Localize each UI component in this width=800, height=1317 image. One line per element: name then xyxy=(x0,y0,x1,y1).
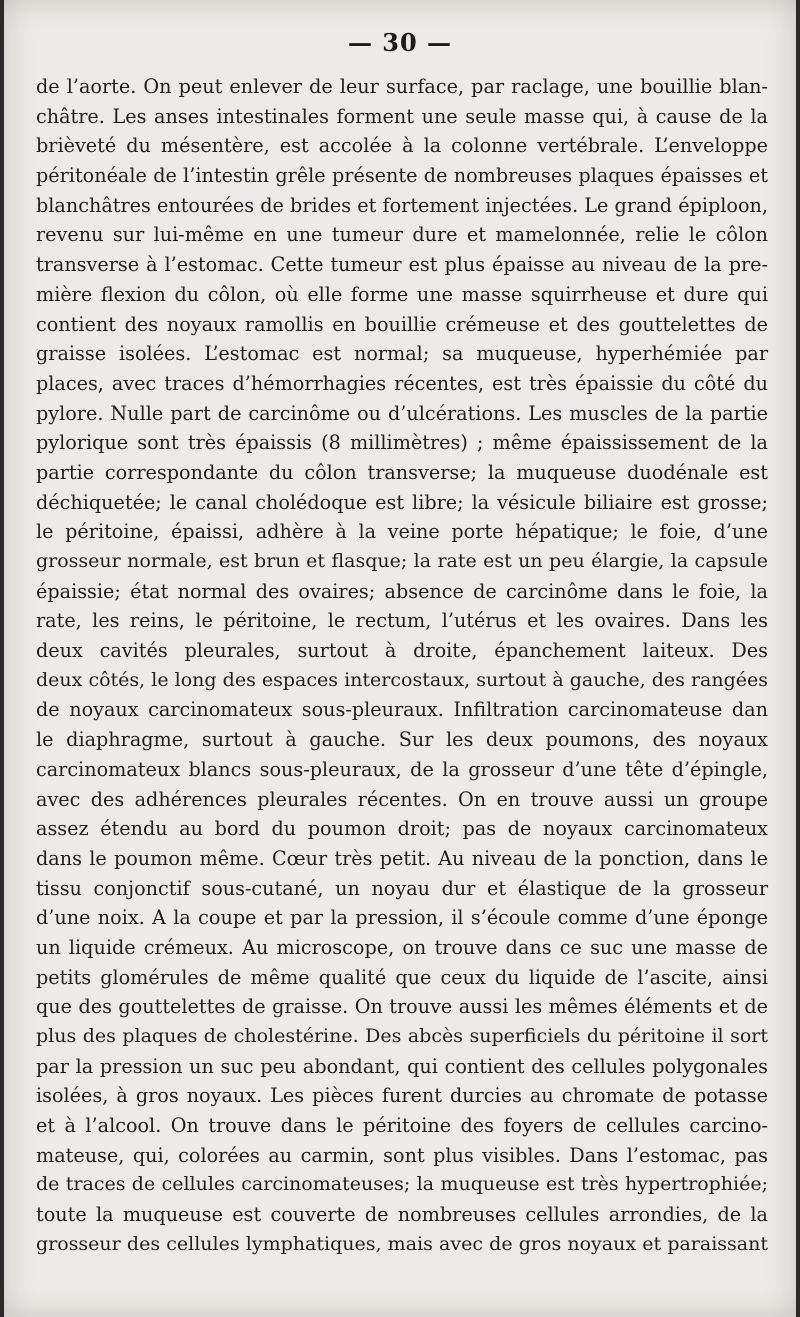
text-line: de traces de cellules carcinomateuses; la muqueuse est très hypertrophiée; xyxy=(36,1173,768,1196)
text-line: grosseur normale, est brun et flasque; la rate est un peu élargie, la capsule xyxy=(36,550,768,572)
text-line: dans le poumon même. Cœur très petit. Au niveau de la ponction, dans le xyxy=(36,846,768,870)
text-line: que des gouttelettes de graisse. On trouve aussi les mêmes éléments et de xyxy=(36,995,768,1019)
text-line: isolées, à gros noyaux. Les pièces furent durcies au chromate de potasse xyxy=(36,1084,768,1108)
text-line: toute la muqueuse est couverte de nombreuses cellules arrondies, de la xyxy=(36,1203,768,1227)
body-text xyxy=(36,72,768,1260)
text-line: mière flexion du côlon, où elle forme une masse squirrheuse et dure qui xyxy=(36,282,768,306)
text-line: partie correspondante du côlon transverse; la muqueuse duodénale est xyxy=(36,460,768,484)
text-line: assez étendu au bord du poumon droit; pas de noyaux carcinomateux xyxy=(36,817,768,841)
text-line: petits glomérules de même qualité que ceux du liquide de l’ascite, ainsi xyxy=(36,965,768,989)
text-line: pylore. Nulle part de carcinôme ou d’ulcérations. Les muscles de la partie xyxy=(36,401,768,425)
text-line: revenu sur lui-même en une tumeur dure et mamelonnée, relie le côlon xyxy=(36,223,768,247)
text-line: par la pression un suc peu abondant, qui contient des cellules polygonales xyxy=(36,1054,768,1078)
text-line: le diaphragme, surtout à gauche. Sur les deux poumons, des noyaux xyxy=(36,728,768,752)
text-line: pylorique sont très épaissis (8 millimètres) ; même épaississement de la xyxy=(36,431,768,455)
text-line: d’une noix. A la coupe et par la pression, il s’écoule comme d’une éponge xyxy=(36,906,768,930)
text-line: déchiquetée; le canal cholédoque est libre; la vésicule biliaire est grosse; xyxy=(36,490,768,514)
text-line: graisse isolées. L’estomac est normal; sa muqueuse, hyperhémiée par xyxy=(36,342,768,366)
text-line: carcinomateux blancs sous-pleuraux, de la grosseur d’une tête d’épingle, xyxy=(36,757,768,781)
text-line: plus des plaques de cholestérine. Des abcès superficiels du péritoine il sort xyxy=(36,1025,768,1047)
book-page xyxy=(4,0,796,1317)
text-line: de l’aorte. On peut enlever de leur surface, par raclage, une bouillie blan- xyxy=(36,75,768,98)
text-line: un liquide crémeux. Au microscope, on trouve dans ce suc une masse de xyxy=(36,935,768,959)
text-line: épaissie; état normal des ovaires; absence de carcinôme dans le foie, la xyxy=(36,579,768,603)
text-line: blanchâtres entourées de brides et fortement injectées. Le grand épiploon, xyxy=(36,193,768,217)
text-line: contient des noyaux ramollis en bouillie crémeuse et des gouttelettes de xyxy=(36,312,768,336)
text-line: et à l’alcool. On trouve dans le péritoine des foyers de cellules carcino- xyxy=(36,1114,768,1138)
text-line: rate, les reins, le péritoine, le rectum, l’utérus et les ovaires. Dans les xyxy=(36,609,768,633)
text-line: places, avec traces d’hémorrhagies récentes, est très épaissie du côté du xyxy=(36,371,768,395)
text-line: péritonéale de l’intestin grêle présente de nombreuses plaques épaisses et xyxy=(36,164,768,188)
text-line: grosseur des cellules lymphatiques, mais avec de gros noyaux et paraissant xyxy=(36,1232,768,1255)
text-line: transverse à l’estomac. Cette tumeur est plus épaisse au niveau de la pre- xyxy=(36,253,768,277)
text-line: mateuse, qui, colorées au carmin, sont plus visibles. Dans l’estomac, pas xyxy=(36,1143,768,1167)
text-line: brièveté du mésentère, est accolée à la colonne vertébrale. L’enveloppe xyxy=(36,134,768,158)
text-line: de noyaux carcinomateux sous-pleuraux. Infiltration carcinomateuse dan xyxy=(36,698,768,722)
text-line: châtre. Les anses intestinales forment une seule masse qui, à cause de la xyxy=(36,104,768,128)
text-line: avec des adhérences pleurales récentes. On en trouve aussi un groupe xyxy=(36,787,768,811)
text-line: deux côtés, le long des espaces intercostaux, surtout à gauche, des rangées xyxy=(36,668,768,691)
text-line: tissu conjonctif sous-cutané, un noyau dur et élastique de la grosseur xyxy=(36,876,768,900)
page-number: — 30 — xyxy=(347,28,453,57)
text-line: le péritoine, épaissi, adhère à la veine porte hépatique; le foie, d’une xyxy=(36,520,768,544)
text-line: deux cavités pleurales, surtout à droite, épanchement laiteux. Des xyxy=(36,639,768,663)
